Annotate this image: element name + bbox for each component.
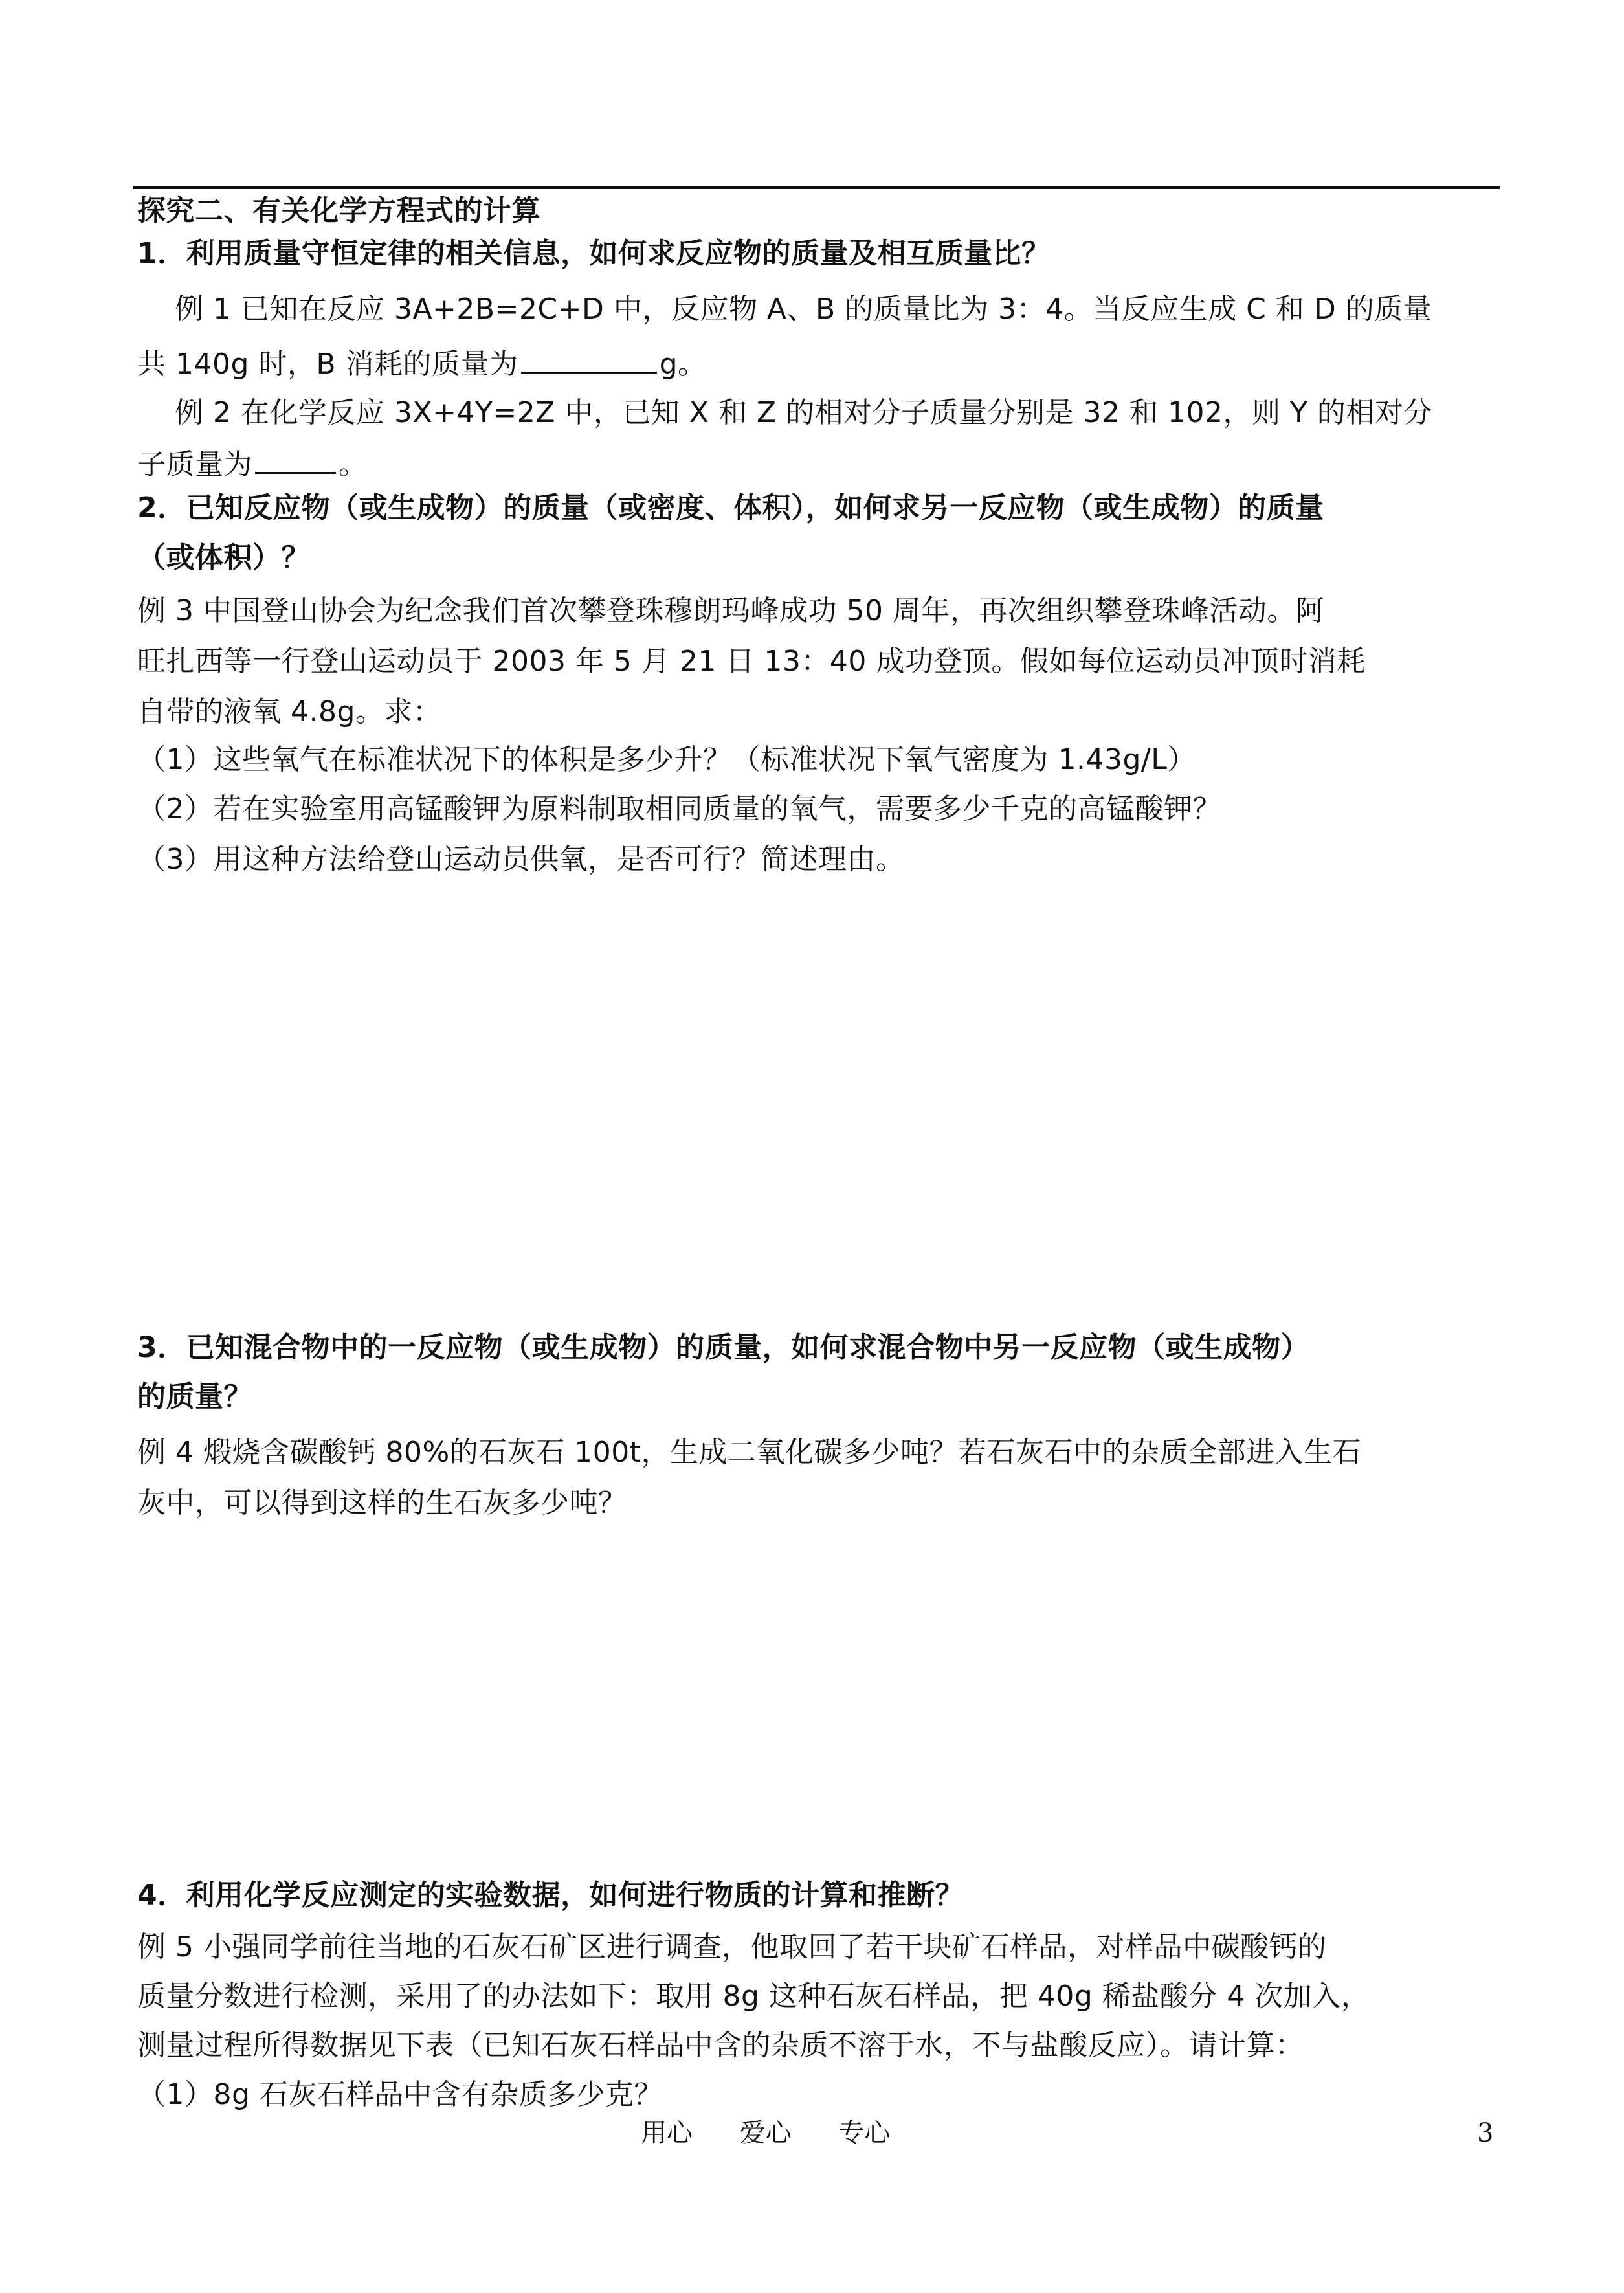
example-2-answer-blank[interactable]	[255, 443, 336, 474]
example-1-unit: g。	[659, 348, 707, 381]
q2-heading-line-2: （或体积）？	[137, 541, 310, 574]
example-5-line-1: 例 5 小强同学前往当地的石灰石矿区进行调查，他取回了若干块矿石样品，对样品中碳酸钙的	[137, 1930, 1327, 1963]
example-2-line-2	[137, 443, 368, 484]
example-4-line-1: 例 4 煅烧含碳酸钙 80%的石灰石 100t，生成二氧化碳多少吨？若石灰石中的杂质全部进入生石	[137, 1436, 1361, 1469]
q3-heading-line-2: 的质量？	[137, 1380, 252, 1413]
q1-heading: 1．利用质量守恒定律的相关信息，如何求反应物的质量及相互质量比？	[137, 237, 1051, 270]
example-3-answer-area[interactable]	[137, 893, 1496, 1295]
example-3-line-3: 自带的液氧 4.8g。求：	[137, 695, 442, 728]
example-1-prompt: 共 140g 时，B 消耗的质量为	[137, 348, 518, 381]
example-3-line-1: 例 3 中国登山协会为纪念我们首次攀登珠穆朗玛峰成功 50 周年，再次组织攀登珠峰活动。阿	[137, 594, 1325, 627]
q3-heading-line-1: 3．已知混合物中的一反应物（或生成物）的质量，如何求混合物中另一反应物（或生成物）	[137, 1331, 1310, 1364]
example-5-line-2: 质量分数进行检测，采用了的办法如下：取用 8g 这种石灰石样品，把 40g 稀盐酸分 4 次加入，	[137, 1980, 1370, 2013]
example-1-line-1: 例 1 已知在反应 3A+2B=2C+D 中，反应物 A、B 的质量比为 3：4。当反应生成 C 和 D 的质量	[175, 293, 1432, 326]
example-3-line-2: 旺扎西等一行登山运动员于 2003 年 5 月 21 日 13：40 成功登顶。假如每位运动员冲顶时消耗	[137, 645, 1366, 678]
example-3-sub-3: （3）用这种方法给登山运动员供氧，是否可行？简述理由。	[137, 843, 905, 876]
example-2-prompt: 子质量为	[137, 448, 252, 481]
example-5-sub-1: （1）8g 石灰石样品中含有杂质多少克？	[137, 2078, 663, 2111]
example-2-line-1: 例 2 在化学反应 3X+4Y=2Z 中，已知 X 和 Z 的相对分子质量分别是 32 和 102，则 Y 的相对分	[175, 396, 1432, 429]
example-5-line-3: 测量过程所得数据见下表（已知石灰石样品中含的杂质不溶于水，不与盐酸反应）。请计算：	[137, 2029, 1304, 2062]
section-title: 探究二、有关化学方程式的计算	[137, 194, 540, 227]
q4-heading: 4．利用化学反应测定的实验数据，如何进行物质的计算和推断？	[137, 1879, 964, 1912]
example-1-answer-blank[interactable]	[521, 343, 657, 374]
example-4-answer-area[interactable]	[137, 1541, 1496, 1864]
footer-motto: 用心 爱心 专心	[641, 2118, 891, 2148]
example-2-end: 。	[339, 448, 368, 481]
example-4-line-2: 灰中，可以得到这样的生石灰多少吨？	[137, 1486, 627, 1519]
q2-heading-line-1: 2．已知反应物（或生成物）的质量（或密度、体积），如何求另一反应物（或生成物）的质量	[137, 491, 1324, 524]
page-number: 3	[1477, 2118, 1494, 2148]
example-3-sub-2: （2）若在实验室用高锰酸钾为原料制取相同质量的氧气，需要多少千克的高锰酸钾？	[137, 792, 1221, 825]
header-rule	[133, 186, 1500, 189]
example-3-sub-1: （1）这些氧气在标准状况下的体积是多少升？（标准状况下氧气密度为 1.43g/L）	[137, 743, 1196, 776]
example-1-line-2	[137, 343, 707, 384]
